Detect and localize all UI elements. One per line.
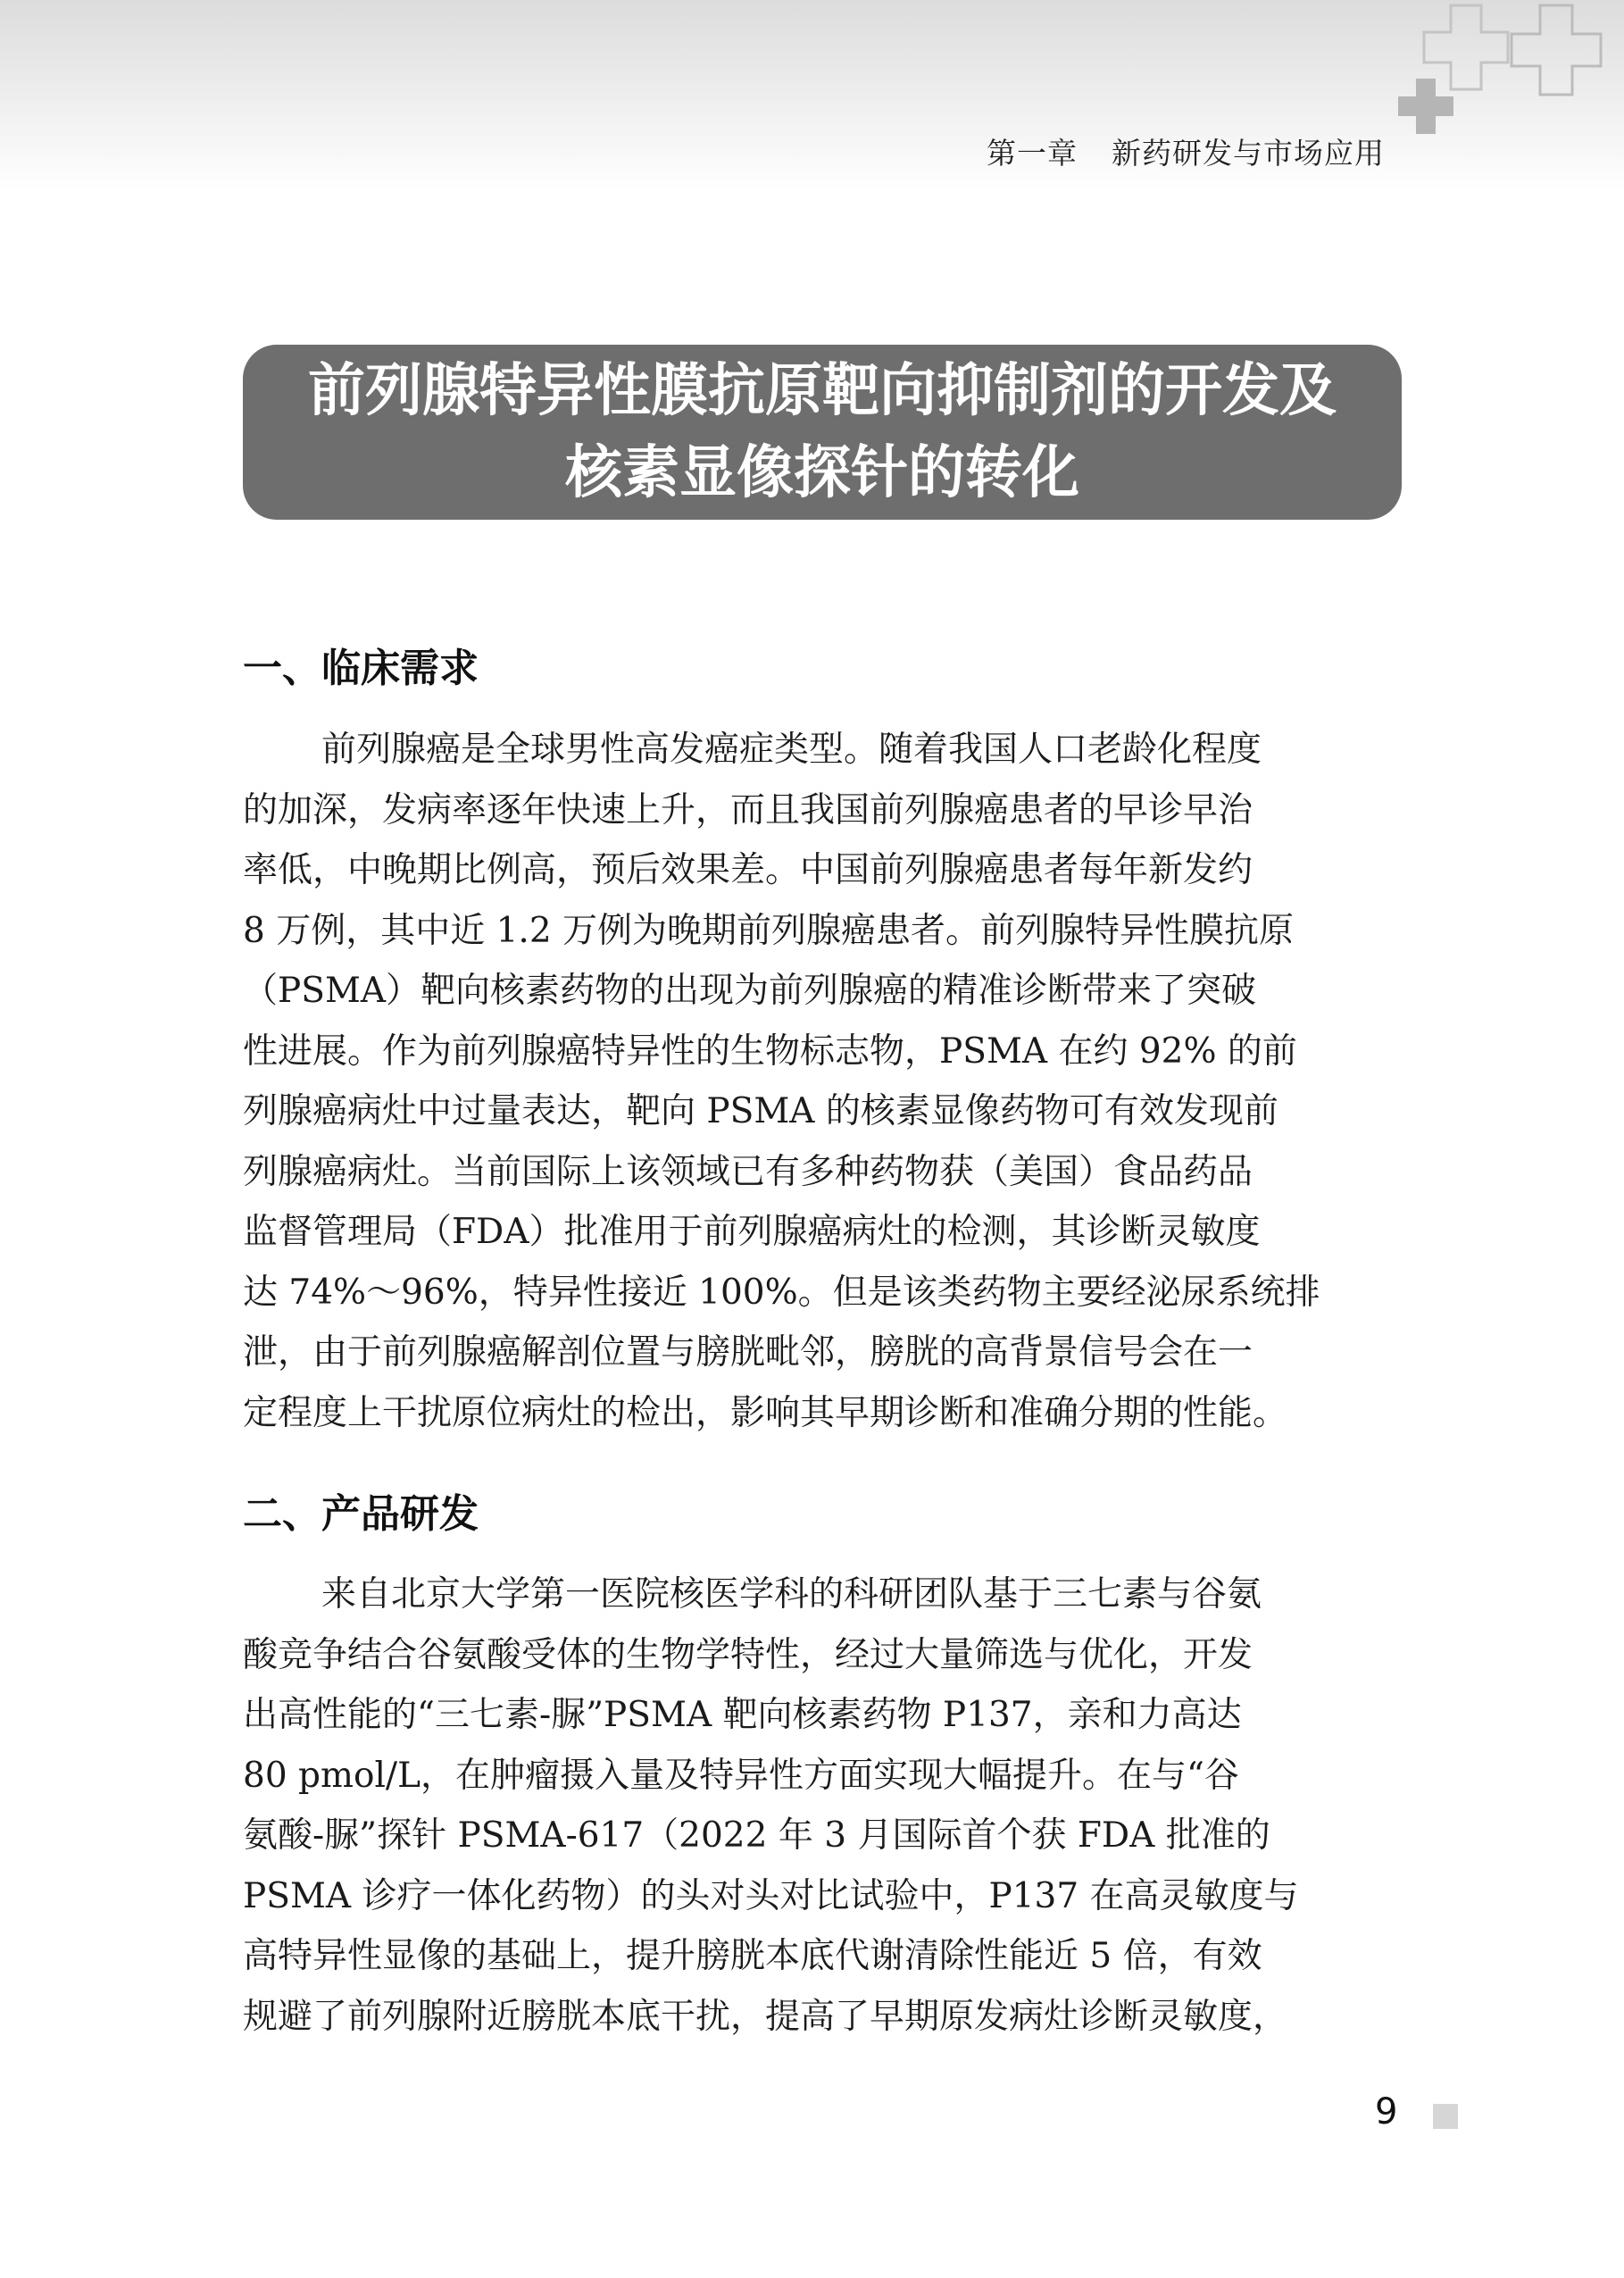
paragraph-line: 定程度上干扰原位病灶的检出，影响其早期诊断和准确分期的性能。	[243, 1392, 1288, 1433]
paragraph-line: 前列腺癌是全球男性高发癌症类型。随着我国人口老龄化程度	[321, 730, 1262, 770]
paragraph-line: 出高性能的“三七素-脲”PSMA 靶向核素药物 P137，亲和力高达	[243, 1695, 1242, 1735]
paragraph-line: PSMA 诊疗一体化药物）的头对头对比试验中，P137 在高灵敏度与	[243, 1875, 1299, 1916]
paragraph-line: 酸竞争结合谷氨酸受体的生物学特性，经过大量筛选与优化，开发	[243, 1634, 1253, 1675]
paragraph-line: 泄，由于前列腺癌解剖位置与膀胱毗邻，膀胱的高背景信号会在一	[243, 1332, 1253, 1373]
paragraph-clinical-needs	[243, 720, 1403, 1443]
chapter-number: 第一章	[987, 136, 1078, 171]
page-number: 9	[1375, 2091, 1398, 2132]
paragraph-line: 氨酸-脲”探针 PSMA-617（2022 年 3 月国际首个获 FDA 批准的	[243, 1815, 1270, 1856]
paragraph-line: 列腺癌病灶。当前国际上该领域已有多种药物获（美国）食品药品	[243, 1151, 1253, 1192]
paragraph-line: （PSMA）靶向核素药物的出现为前列腺癌的精准诊断带来了突破	[243, 971, 1257, 1011]
paragraph-line: 达 74%～96%，特异性接近 100%。但是该类药物主要经泌尿系统排	[243, 1272, 1320, 1313]
section-heading-product-development: 二、产品研发	[243, 1491, 479, 1537]
paragraph-line: 监督管理局（FDA）批准用于前列腺癌病灶的检测，其诊断灵敏度	[243, 1212, 1261, 1252]
paragraph-line: 规避了前列腺附近膀胱本底干扰，提高了早期原发病灶诊断灵敏度，	[243, 1996, 1288, 2037]
paragraph-line: 80 pmol/L，在肿瘤摄入量及特异性方面实现大幅提升。在与“谷	[243, 1755, 1239, 1796]
chapter-title: 新药研发与市场应用	[1112, 136, 1385, 171]
title-line-2: 核素显像探针的转化	[565, 440, 1079, 506]
paragraph-line: 的加深，发病率逐年快速上升，而且我国前列腺癌患者的早诊早治	[243, 789, 1253, 830]
paragraph-line: 8 万例，其中近 1.2 万例为晚期前列腺癌患者。前列腺特异性膜抗原	[243, 910, 1295, 951]
paragraph-line: 性进展。作为前列腺癌特异性的生物标志物，PSMA 在约 92% 的前	[243, 1031, 1297, 1072]
title-line-1: 前列腺特异性膜抗原靶向抑制剂的开发及	[308, 358, 1337, 424]
section-heading-clinical-needs: 一、临床需求	[243, 646, 479, 691]
paragraph-line: 列腺癌病灶中过量表达，靶向 PSMA 的核素显像药物可有效发现前	[243, 1091, 1278, 1131]
paragraph-line: 高特异性显像的基础上，提升膀胱本底代谢清除性能近 5 倍，有效	[243, 1936, 1262, 1976]
running-header	[987, 130, 1385, 172]
paragraph-line: 来自北京大学第一医院核医学科的科研团队基于三七素与谷氨	[321, 1574, 1262, 1615]
cross-decoration-icon	[1393, 0, 1624, 152]
page-marker-square-icon	[1433, 2104, 1458, 2129]
article-title	[243, 345, 1402, 520]
paragraph-line: 率低，中晚期比例高，预后效果差。中国前列腺癌患者每年新发约	[243, 850, 1253, 890]
paragraph-product-development	[243, 1565, 1403, 2047]
